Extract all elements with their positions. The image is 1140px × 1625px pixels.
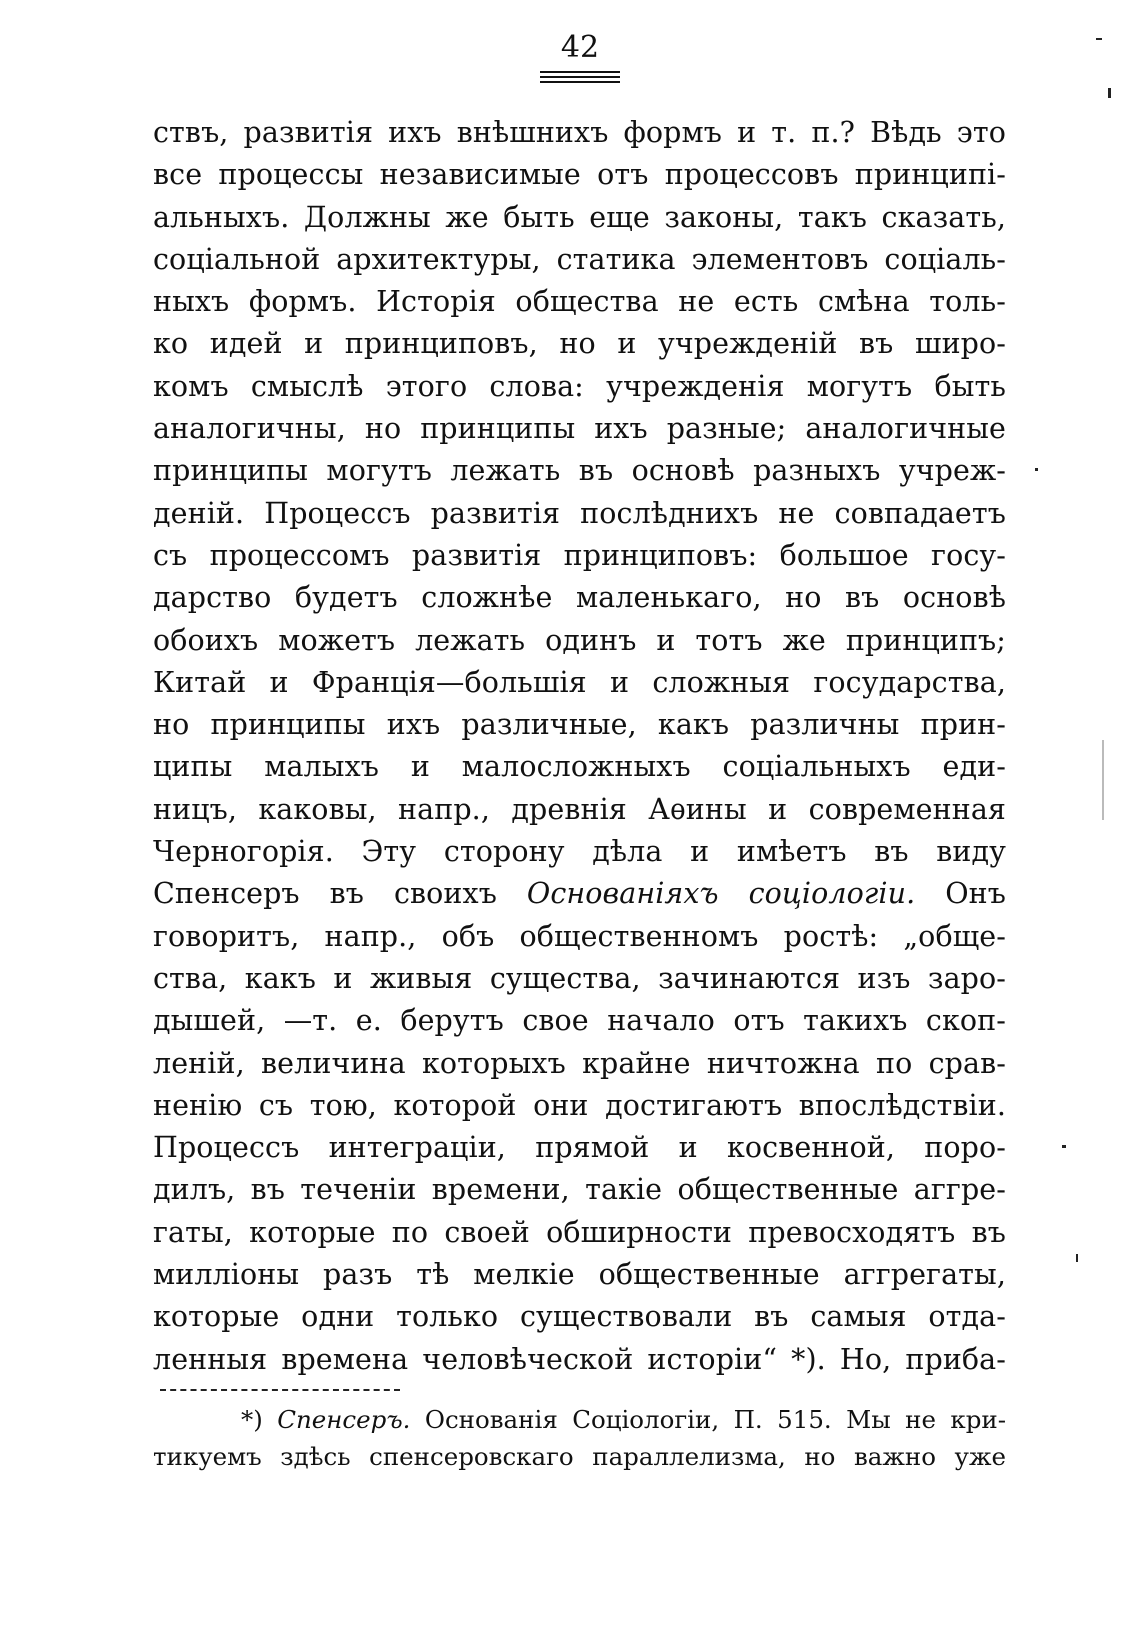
scan-speck: [1062, 1145, 1066, 1148]
text-line: которые одни только существовали въ самыя отда-: [153, 1300, 1006, 1334]
text-line: говоритъ, напр., объ общественномъ ростѣ: „обще-: [153, 919, 1006, 953]
scan-speck: [1108, 88, 1111, 98]
scan-speck: [1035, 468, 1038, 471]
text-line: Процессъ интеграціи, прямой и косвенной, поро-: [153, 1131, 1006, 1165]
text-line-with-title: [153, 873, 1006, 915]
text-line: съ процессомъ развитія принциповъ: большое госу-: [153, 538, 1006, 572]
text-line: дарство будетъ сложнѣе маленькаго, но въ основѣ: [153, 581, 1006, 615]
text-line: ленныя времена человѣческой исторіи“ *). Но, приба-: [153, 1342, 1006, 1376]
text-line: ницъ, каковы, напр., древнія Аѳины и современная: [153, 792, 1006, 826]
text-line: дышей, —т. е. берутъ свое начало отъ такихъ скоп-: [153, 1004, 1006, 1038]
text-line: все процессы независимые отъ процессовъ принципі-: [153, 158, 1006, 192]
footnote-line: тикуемъ здѣсь спенсеровскаго параллелизма, но важно уже: [153, 1442, 1006, 1471]
text-line: ства, какъ и живыя существа, зачинаются изъ заро-: [153, 961, 1006, 995]
text-line: ненію съ тою, которой они достигаютъ впослѣдствіи.: [153, 1088, 1006, 1122]
text-line: комъ смыслѣ этого слова: учрежденія могутъ быть: [153, 369, 1006, 403]
footnote: [153, 1401, 1006, 1475]
text-line: ко идей и принциповъ, но и учрежденій въ широ-: [153, 327, 1006, 361]
footnote-separator: [160, 1389, 400, 1391]
scan-speck: [1102, 740, 1104, 820]
book-title: Основаніяхъ соціологіи.: [526, 877, 916, 911]
text-line: Черногорія. Эту сторону дѣла и имѣетъ въ виду: [153, 835, 1006, 869]
text-line: принципы могутъ лежать въ основѣ разныхъ учреж-: [153, 454, 1006, 488]
text-line: деній. Процессъ развитія послѣднихъ не совпадаетъ: [153, 496, 1006, 530]
footnote-marker: *): [241, 1405, 263, 1434]
text-line: альныхъ. Должны же быть еще законы, такъ сказать,: [153, 200, 1006, 234]
footnote-author: Спенсеръ.: [277, 1405, 411, 1434]
body-text: [153, 112, 1006, 1381]
text-line: соціальной архитектуры, статика элементовъ соціаль-: [153, 242, 1006, 276]
text-line: обоихъ можетъ лежать одинъ и тотъ же принципъ;: [153, 623, 1006, 657]
footnote-text: Основанія Соціологіи, П. 515. Мы не кри-: [410, 1405, 1006, 1434]
text-line: ствъ, развитія ихъ внѣшнихъ формъ и т. п.? Вѣдь это: [153, 116, 1006, 149]
text-line: ципы малыхъ и малосложныхъ соціальныхъ еди-: [153, 750, 1006, 784]
text-line: леній, величина которыхъ крайне ничтожна по срав-: [153, 1046, 1006, 1080]
text-line: аналогичны, но принципы ихъ разные; аналогичные: [153, 412, 1006, 446]
text-line: Китай и Франція—большія и сложныя государства,: [153, 665, 1006, 699]
text-line: ныхъ формъ. Исторія общества не есть смѣна толь-: [153, 285, 1006, 319]
scan-speck: [1096, 38, 1102, 40]
text-line: но принципы ихъ различные, какъ различны прин-: [153, 708, 1006, 742]
page-number-rule: [540, 71, 620, 73]
text-line: дилъ, въ теченіи времени, такіе общественные aггре-: [153, 1173, 1006, 1207]
footnote-line: [153, 1401, 1006, 1438]
page-number-rule: [540, 76, 620, 78]
page-number: 42: [560, 30, 600, 65]
text-fragment: Онъ: [915, 877, 1006, 911]
page-number-rule: [540, 81, 620, 83]
scan-speck: [1076, 1254, 1078, 1262]
text-fragment: Спенсеръ въ своихъ: [153, 877, 527, 911]
text-line: милліоны разъ тѣ мелкіе общественные аггрегаты,: [153, 1258, 1006, 1292]
text-line: гаты, которые по своей обширности превосходятъ въ: [153, 1215, 1006, 1249]
